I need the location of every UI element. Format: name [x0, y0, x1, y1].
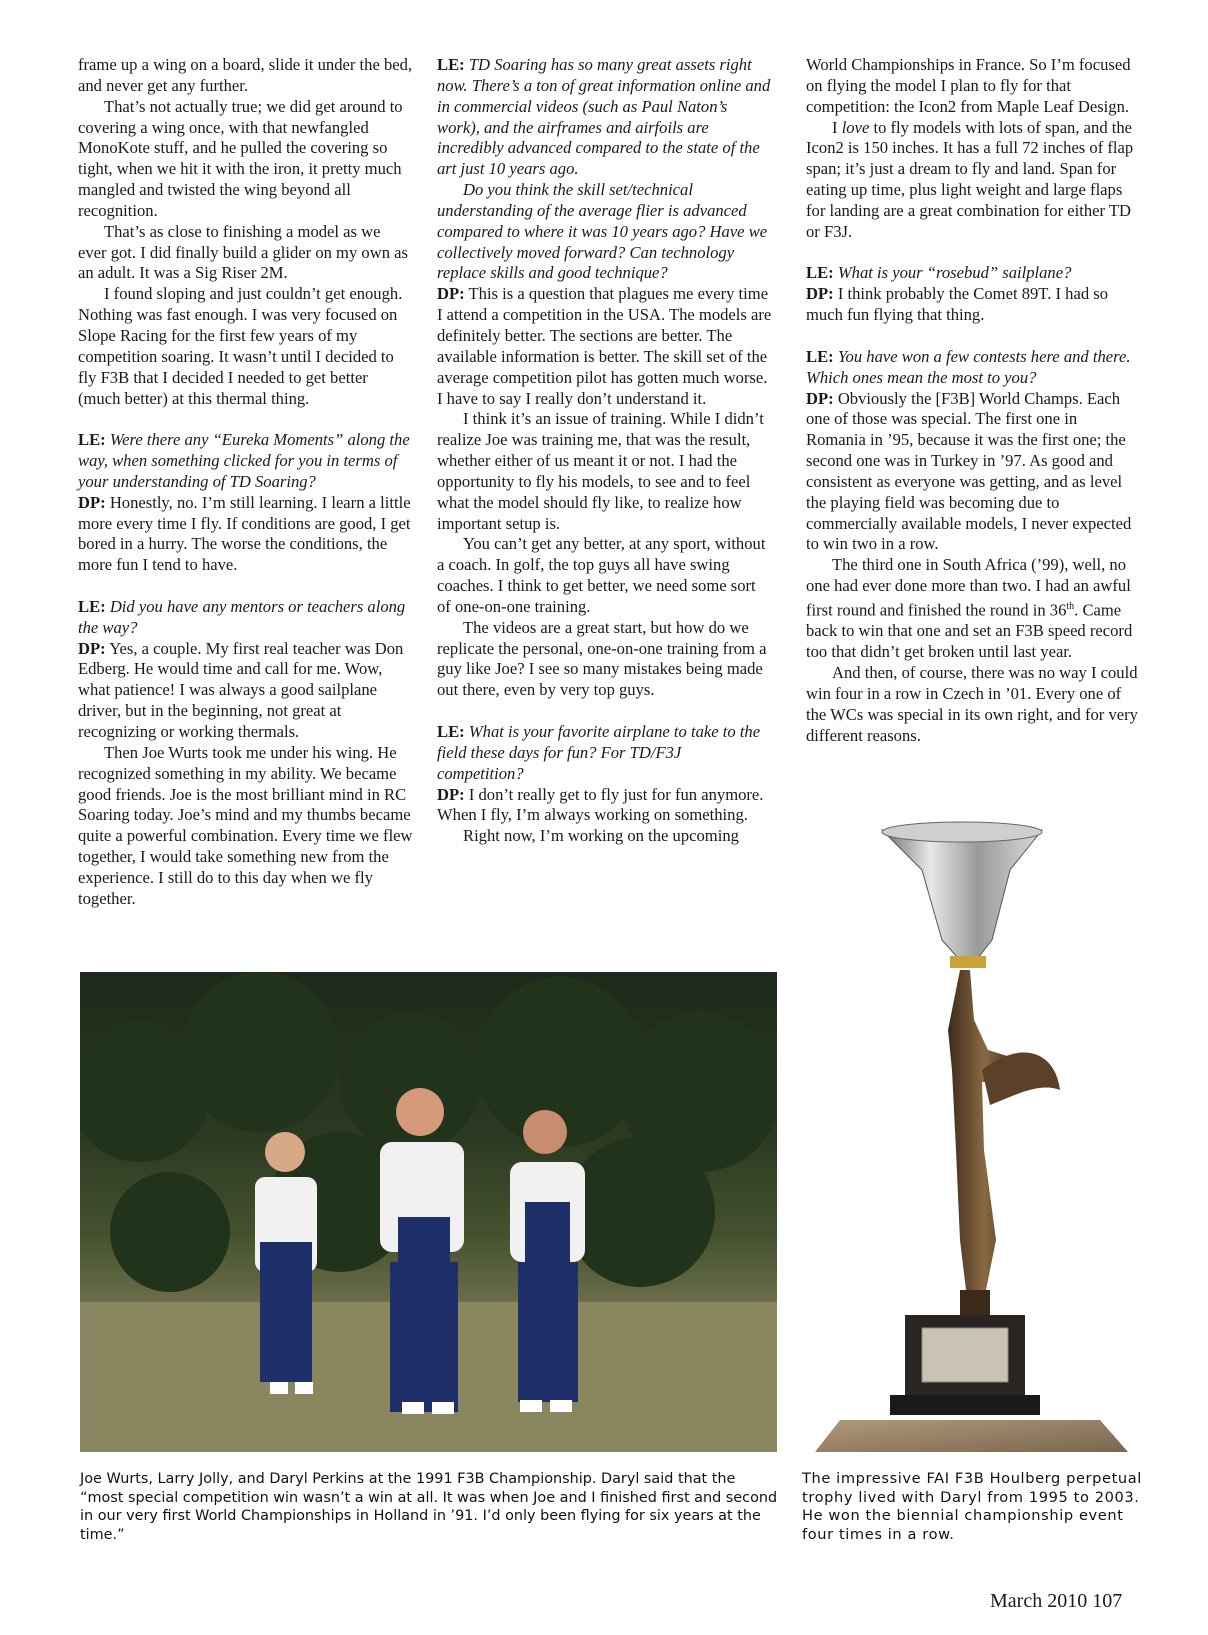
question-text: What is your “rosebud” sailplane?	[837, 263, 1072, 283]
speaker-label: LE:	[437, 722, 465, 741]
speaker-label: LE:	[806, 263, 834, 283]
answer-text: This is a question that plagues me every time I attend a competition in the USA. The models are definitely better. The sections are better. The available information is better. The skill set of the average competition pilot has gotten much worse. I have to say I really don’t understand it.	[437, 284, 772, 408]
trophy-rim	[882, 822, 1042, 842]
speaker-label: DP:	[437, 284, 465, 304]
answer	[437, 785, 772, 827]
question	[78, 430, 413, 493]
paragraph: Then Joe Wurts took me under his wing. He recognized something in my ability. We became good friends. Joe is the most brilliant mind in RC Soaring today. Joe’s mind and my thumbs became quite a powerful combination. Every time we flew together, I would take something new from the experience. I still do to this day when we fly together.	[78, 742, 413, 908]
text-run: The third one in South Africa (’99), well, no one had ever done more than two. I had an awful first round and finished the round in 36	[806, 555, 1131, 620]
paragraph: That’s not actually true; we did get around to covering a wing once, with that newfangled MonoKote stuff, and he pulled the covering so tight, when we hit it with the iron, it pretty much mangled and twisted the wing beyond all recognition.	[78, 96, 403, 220]
question-text: TD Soaring has so many great assets right now. There’s a ton of great information online and in commercial videos (such as Paul Naton’s work), and the airframes and airfoils are incredibly advanced compared to the state of the art just 10 years ago.	[437, 55, 771, 179]
question-text: Did you have any mentors or teachers along the way?	[78, 596, 406, 637]
photo-caption: Joe Wurts, Larry Jolly, and Daryl Perkins at the 1991 F3B Championship. Daryl said that the “most special competition win wasn’t a win at all. It was when Joe and I finished first and second in our very first World Championships in Holland in ’91. I’d only been flying for six years at the time.”	[80, 1471, 778, 1543]
question-text: Do you think the skill set/technical understanding of the average flier is advanced compared to where it was 10 years ago? Have we collectively moved forward? Can technology replace skills and good technique?	[437, 180, 768, 283]
paragraph: The videos are a great start, but how do we replicate the personal, one-on-one training from a guy like Joe? I see so many mistakes being made out there, even by very top guys.	[437, 617, 767, 700]
question-text: You have won a few contests here and there. Which ones mean the most to you?	[806, 346, 1131, 387]
speaker-label: LE:	[806, 346, 834, 366]
text-column-2	[437, 55, 772, 847]
emphasis: love	[841, 117, 870, 137]
trophy-plaque	[922, 1328, 1008, 1382]
answer-text: Obviously the [F3B] World Champs. Each one of those was special. The first one in Romania in ’95, because it was the first one; the second one was in Turkey in ’97. As good and consistent as everyone was getting, and as level the playing field was becoming due to commercially available models, I never expected to win two in a row.	[806, 388, 1132, 554]
text-run: . Came back to win that one and set an F3B speed record too that didn’t get broken until last year.	[806, 600, 1133, 662]
answer	[437, 284, 772, 409]
trophy-gold-band	[950, 956, 986, 968]
superscript: th	[1066, 600, 1075, 612]
paragraph	[806, 118, 1138, 243]
paragraph: Right now, I’m working on the upcoming	[463, 826, 739, 846]
question-text: Were there any “Eureka Moments” along the way, when something clicked for you in terms of your understanding of TD Soaring?	[78, 430, 410, 491]
paragraph: frame up a wing on a board, slide it under the bed, and never get any further.	[78, 55, 413, 95]
answer	[78, 493, 413, 576]
speaker-label: DP:	[78, 492, 106, 512]
speaker-label: LE:	[437, 55, 465, 74]
paragraph: I think it’s an issue of training. While I didn’t realize Joe was training me, that was the result, whether either of us meant it or not. I had the opportunity to fly his models, to see and to feel what the model should fly like, to realize how important setup is.	[437, 409, 764, 533]
trophy-photo	[810, 820, 1145, 1455]
text-run: I	[832, 117, 842, 137]
question	[437, 722, 772, 785]
answer-text: Honestly, no. I’m still learning. I learn a little more every time I fly. If conditions are good, I get bored in a hurry. The worse the conditions, the more fun I tend to have.	[78, 492, 411, 575]
answer	[806, 389, 1138, 556]
speaker-label: DP:	[78, 638, 106, 658]
paragraph	[806, 555, 1138, 663]
speaker-label: LE:	[78, 430, 106, 450]
answer	[78, 639, 413, 743]
paragraph: You can’t get any better, at any sport, without a coach. In golf, the top guys all have swing coaches. I think to get better, we need some sort of one-on-one training.	[437, 534, 766, 616]
question	[806, 263, 1138, 284]
paragraph: That’s as close to finishing a model as we ever got. I did finally build a glider on my own as an adult. It was a Sig Riser 2M.	[78, 221, 408, 283]
question	[78, 597, 413, 639]
trophy-bell	[882, 830, 1042, 958]
text-run: to fly models with lots of span, and the Icon2 is 150 inches. It has a full 72 inches of flap span; it’s just a dream to fly and land. Span for eating up time, plus light weight and large flaps for landing are a great combination for either TD or F3J.	[806, 117, 1134, 241]
trophy-marble-base	[815, 1420, 1128, 1452]
question	[806, 347, 1138, 389]
answer-text: I think probably the Comet 89T. I had so much fun flying that thing.	[806, 284, 1109, 325]
speaker-label: DP:	[437, 784, 465, 804]
answer-text: Yes, a couple. My first real teacher was Don Edberg. He would time and call for me. Wow, what patience! I was always a good sailplane driver, but in the beginning, not great at recognizing or working thermals.	[78, 638, 404, 741]
trophy-figure	[948, 970, 1020, 1290]
text-column-3	[806, 55, 1138, 746]
speaker-label: DP:	[806, 284, 834, 304]
speaker-label: LE:	[78, 596, 106, 616]
paragraph: World Championships in France. So I’m focused on flying the model I plan to fly for that competition: the Icon2 from Maple Leaf Design.	[806, 55, 1131, 116]
question-text: What is your favorite airplane to take to the field these days for fun? For TD/F3J competition?	[437, 722, 761, 783]
person-right	[510, 1110, 585, 1412]
trophy-caption: The impressive FAI F3B Houlberg perpetual trophy lived with Daryl from 1995 to 2003. He won the biennial championship event four times in a row.	[802, 1470, 1142, 1543]
text-column-1	[78, 55, 413, 910]
trophy-plinth	[890, 1395, 1040, 1415]
question	[437, 55, 772, 180]
paragraph: And then, of course, there was no way I could win four in a row in Czech in ’01. Every one of the WCs was special in its own right, and for very different reasons.	[806, 663, 1138, 745]
paragraph: I found sloping and just couldn’t get enough. Nothing was fast enough. I was very focused on Slope Racing for the first few years of my competition soaring. It wasn’t until I decided to fly F3B that I decided I needed to get better (much better) at this thermal thing.	[78, 284, 403, 408]
page-folio: March 2010 107	[990, 1590, 1123, 1612]
speaker-label: DP:	[806, 388, 834, 408]
group-photo	[80, 972, 777, 1452]
answer	[806, 284, 1138, 326]
group-photo-illustration	[80, 972, 777, 1452]
answer-text: I don’t really get to fly just for fun anymore. When I fly, I’m always working on something.	[437, 784, 764, 825]
